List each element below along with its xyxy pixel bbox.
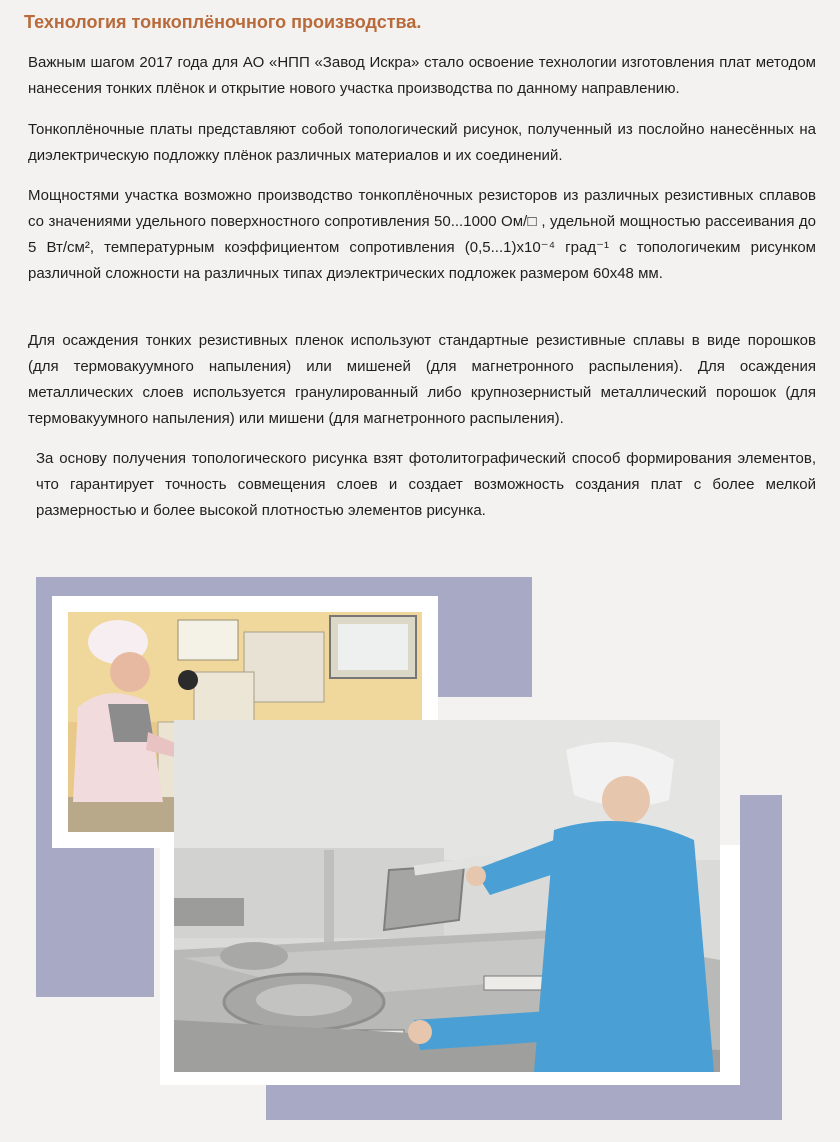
page-title: Технология тонкоплёночного производства. (24, 12, 422, 32)
photo-vacuum-deposition-operator (174, 720, 720, 1072)
paragraph-photolithography: За основу получения топологического рисунка взят фотолитографический способ формирования элементов, что гарантирует точность совмещения слоев и создает возможность создания плат с более мелкой размерностью и более высокой плотностью элементов рисунка. (36, 450, 816, 519)
paragraph-deposition: Для осаждения тонких резистивных пленок используют стандартные резистивные сплавы в виде порошков (для термовакуумного напыления) или мишеней (для магнетронного распыления). Для осаждения металлических слоев используется гранулированный либо крупнозернистый металлический порошок (для термовакуумного напыления) или мишени (для магнетронного распыления). (28, 332, 816, 427)
decor-block-right (740, 795, 782, 1120)
paragraph-capabilities: Мощностями участка возможно производство тонкоплёночных резисторов из различных резистивных сплавов со значениями удельного поверхностного сопротивления 50...1000 Ом/□ , удельной мощностью рассеивания до 5 Вт/см², температурным коэффициентом сопротивления (0,5...1)х10⁻⁴ град⁻¹ с топологичеким рисунком различной сложности на различных типах диэлектрических подложек размером 60х48 мм. (28, 187, 816, 282)
paragraph-definition: Тонкоплёночные платы представляют собой топологический рисунок, полученный из послойно нанесённых на диэлектрическую подложку плёнок различных материалов и их соединений. (28, 121, 816, 164)
decor-block-bottom (266, 1085, 782, 1120)
paragraph-intro: Важным шагом 2017 года для АО «НПП «Завод Искра» стало освоение технологии изготовления плат методом нанесения тонких плёнок и открытие нового участка производства по данному направлению. (28, 54, 816, 97)
